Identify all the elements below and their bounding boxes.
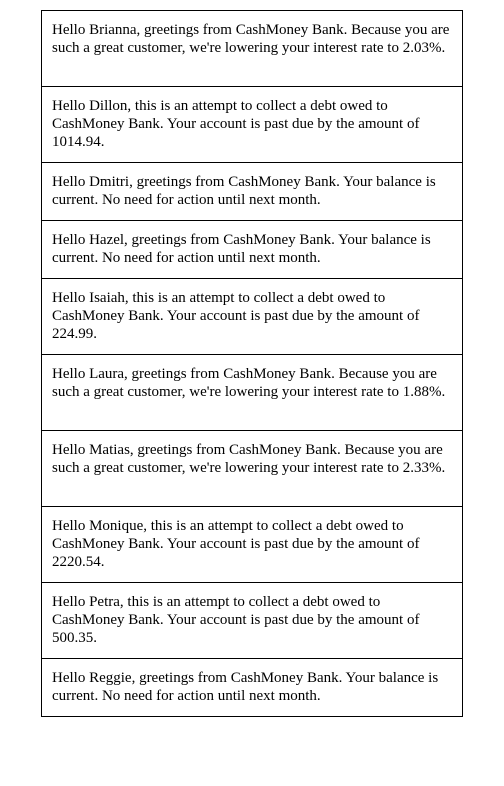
message-item-monique: Hello Monique, this is an attempt to collect a debt owed to CashMoney Bank. Your account is past due by the amount of 2220.54. xyxy=(41,506,463,583)
message-item-petra: Hello Petra, this is an attempt to collect a debt owed to CashMoney Bank. Your account is past due by the amount of 500.35. xyxy=(41,582,463,659)
message-item-dillon: Hello Dillon, this is an attempt to collect a debt owed to CashMoney Bank. Your account is past due by the amount of 1014.94. xyxy=(41,86,463,163)
message-item-laura: Hello Laura, greetings from CashMoney Bank. Because you are such a great customer, we're lowering your interest rate to 1.88%. xyxy=(41,354,463,431)
message-item-reggie: Hello Reggie, greetings from CashMoney Bank. Your balance is current. No need for action until next month. xyxy=(41,658,463,717)
message-item-matias: Hello Matias, greetings from CashMoney Bank. Because you are such a great customer, we're lowering your interest rate to 2.33%. xyxy=(41,430,463,507)
message-item-dmitri: Hello Dmitri, greetings from CashMoney Bank. Your balance is current. No need for action until next month. xyxy=(41,162,463,221)
message-item-isaiah: Hello Isaiah, this is an attempt to collect a debt owed to CashMoney Bank. Your account is past due by the amount of 224.99. xyxy=(41,278,463,355)
message-item-hazel: Hello Hazel, greetings from CashMoney Bank. Your balance is current. No need for action until next month. xyxy=(41,220,463,279)
message-item-brianna: Hello Brianna, greetings from CashMoney Bank. Because you are such a great customer, we're lowering your interest rate to 2.03%. xyxy=(41,10,463,87)
message-list xyxy=(41,10,463,717)
